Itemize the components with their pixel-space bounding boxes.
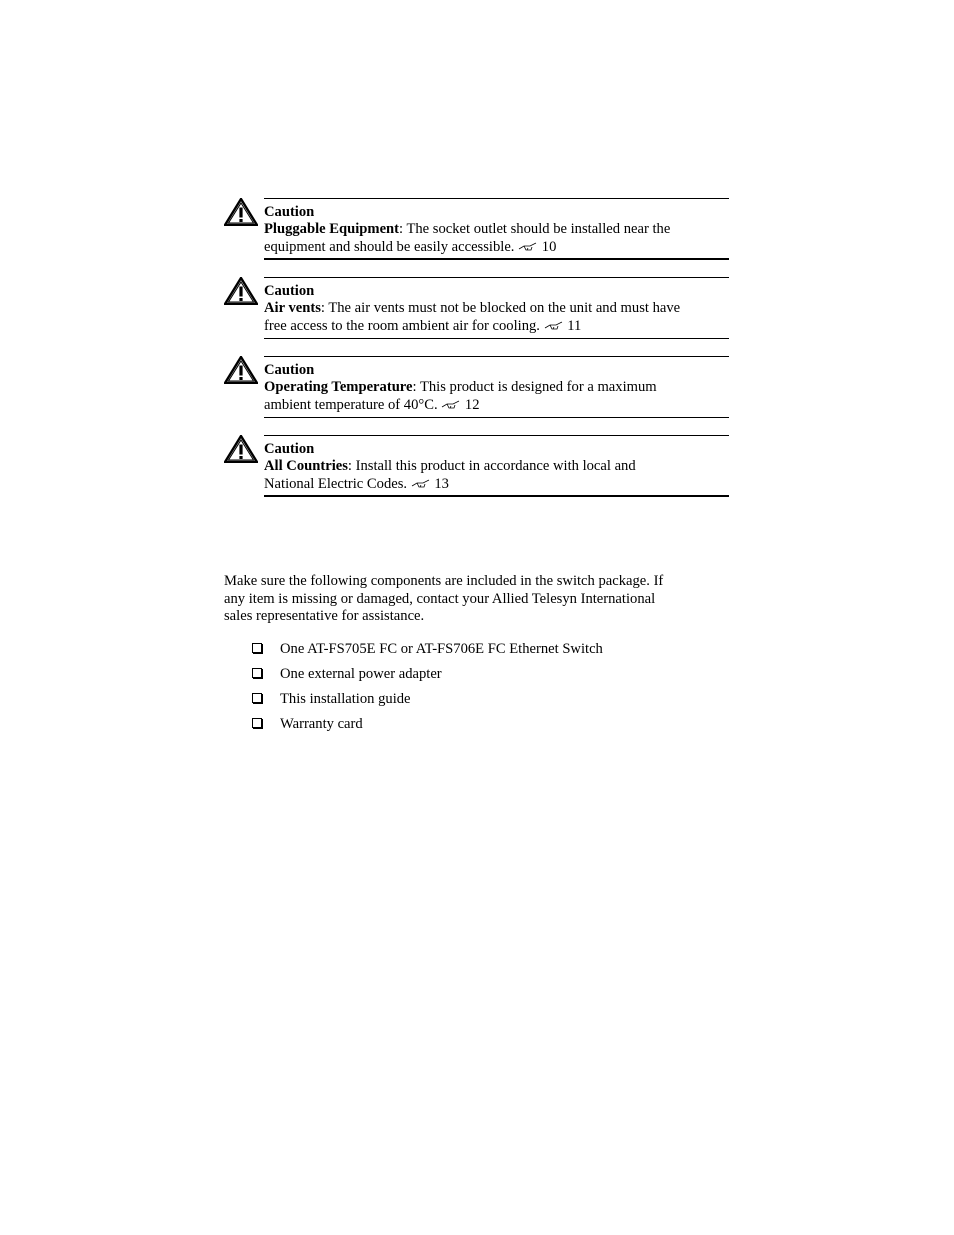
checkbox-icon [252,693,262,703]
caution-heading: Caution [264,283,315,299]
checkbox-icon [252,718,262,728]
caution-label: Pluggable Equipment [264,221,400,238]
translation-reference [544,318,582,334]
caution-text: : The air vents must not be blocked on the unit and must have [320,300,681,317]
reference-number: 10 [541,238,557,255]
caution-label: Air vents [264,300,321,317]
package-contents-list [252,640,603,740]
caution-text-box [264,277,729,339]
caution-text-box [264,198,729,260]
list-item [252,640,603,665]
reference-number: 13 [434,475,449,492]
caution-text: : The socket outlet should be installed near the [399,221,671,238]
caution-heading: Caution [264,362,315,378]
list-item-text: Warranty card [280,716,363,732]
list-item-text: One external power adapter [280,666,442,682]
caution-text-continued: free access to the room ambient air for cooling. [264,317,540,334]
reference-number: 12 [464,396,480,413]
reference-number: 11 [567,317,582,334]
caution-label: All Countries [264,458,348,475]
caution-text-box [264,356,729,418]
checkbox-icon [252,668,262,678]
caution-text: : This product is designed for a maximum [412,379,657,396]
caution-block-air-vents [224,277,729,339]
caution-body [264,300,729,335]
pointing-hand-icon [544,321,564,331]
package-contents-intro [224,573,724,626]
list-item-text: One AT-FS705E FC or AT-FS706E FC Ethernet Switch [280,641,603,657]
caution-text-continued: equipment and should be easily accessible. [264,238,515,255]
list-item [252,690,603,715]
warning-triangle-icon [224,356,258,384]
list-item [252,665,603,690]
caution-body [264,458,729,493]
caution-text-continued: ambient temperature of 40°C. [264,396,438,413]
caution-text: : Install this product in accordance with local and [347,458,636,475]
list-item-text: This installation guide [280,691,411,707]
pointing-hand-icon [441,400,461,410]
caution-block-pluggable-equipment [224,198,729,260]
warning-triangle-icon [224,198,258,226]
caution-heading: Caution [264,441,315,457]
intro-line-3: sales representative for assistance. [224,608,425,624]
caution-label: Operating Temperature [264,379,413,396]
translation-reference [411,476,449,492]
checkbox-icon [252,643,262,653]
caution-block-all-countries [224,435,729,497]
caution-heading: Caution [264,204,315,220]
warning-triangle-icon [224,435,258,463]
caution-text-box [264,435,729,497]
pointing-hand-icon [411,479,431,489]
pointing-hand-icon [518,242,538,252]
translation-reference [441,397,479,413]
intro-line-2: any item is missing or damaged, contact your Allied Telesyn International [224,590,656,607]
caution-block-operating-temperature [224,356,729,418]
intro-line-1: Make sure the following components are included in the switch package. If [224,573,664,589]
caution-body [264,221,729,256]
list-item [252,715,603,740]
warning-triangle-icon [224,277,258,305]
caution-text-continued: National Electric Codes. [264,475,408,492]
caution-body [264,379,729,414]
translation-reference [518,239,556,255]
